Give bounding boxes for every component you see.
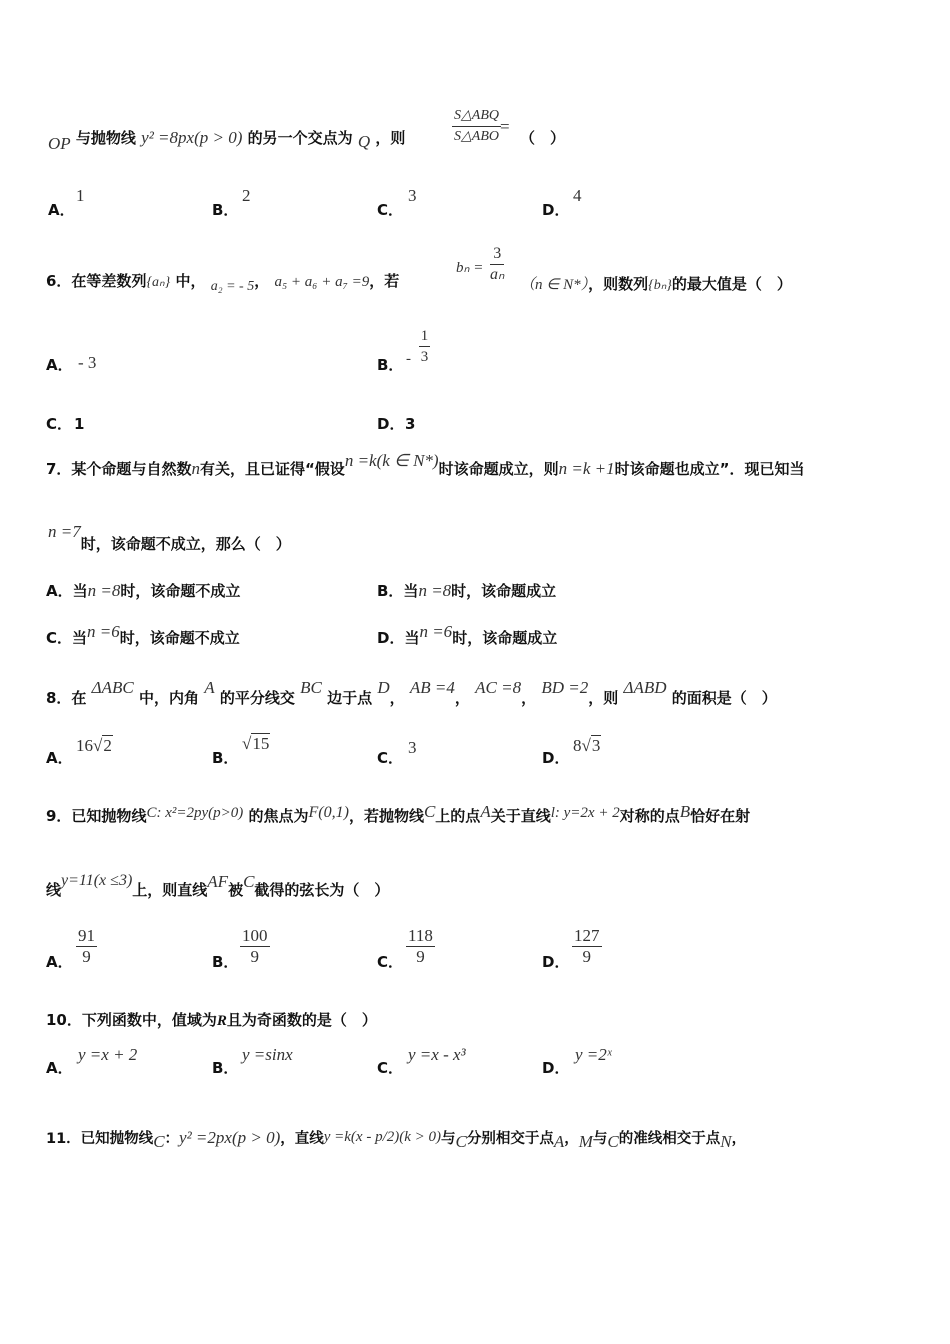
q11-text-1: 11．已知抛物线	[46, 1131, 154, 1147]
q7-text-5: 时，该命题不成立，那么（ ）	[80, 535, 291, 553]
q9-af: AF	[207, 872, 229, 891]
q8-text-6: 的面积是（ ）	[671, 689, 777, 707]
q10-stem	[46, 1010, 377, 1031]
q11-point-a: A	[553, 1132, 565, 1151]
q9-text-10: 被	[228, 881, 244, 899]
q8-sep-3: ，	[521, 689, 537, 707]
q7-option-b[interactable]	[377, 581, 556, 601]
q6-option-a-value: - 3	[78, 353, 97, 372]
q8-cond-bd: BD =2	[541, 678, 589, 697]
q7-option-a-cond: n =8	[87, 581, 121, 600]
q9-c: C	[423, 802, 436, 821]
q9-text-6: 对称的点	[619, 807, 680, 825]
q9-option-d-num: 127	[574, 926, 600, 945]
q9-option-c-num: 118	[408, 926, 433, 945]
q5-text-c: ，则	[375, 129, 406, 147]
q7-option-c-cond: n =6	[87, 622, 120, 641]
q8-option-a-value: 16√2	[76, 736, 112, 755]
q11-text-3: 与	[441, 1131, 456, 1147]
q11-c-2: C	[455, 1132, 467, 1151]
q7-option-a-label: A．当	[46, 582, 88, 600]
q5-option-d-value: 4	[573, 186, 582, 205]
q11-line: y =k(x - p/2)(k > 0)	[323, 1129, 442, 1145]
q7-option-d-tail: 时，该命题成立	[452, 629, 558, 647]
q6-cond-2: a₅ + a₆ + a₇ =9	[274, 274, 370, 290]
q9-text-1: 9．已知抛物线	[46, 807, 147, 825]
q6-seq-a: {aₙ}	[146, 275, 171, 290]
q5-option-c-label[interactable]: C．	[377, 201, 404, 219]
q9-focus: F(0,1)	[308, 804, 349, 821]
q8-triangle: ΔABC	[91, 678, 134, 697]
q7-n7: n =7	[48, 522, 81, 541]
q11-point-n: N	[720, 1132, 732, 1151]
q7-n: n	[191, 459, 200, 478]
q6-bn-lhs: bₙ =	[456, 260, 484, 276]
q8-sep-1: ，	[389, 689, 405, 707]
q7-stem-line-1	[46, 451, 805, 479]
q7-option-b-label: B．当	[377, 582, 419, 600]
q7-option-c-label: C．当	[46, 629, 88, 647]
q8-cond-ac: AC =8	[475, 678, 522, 697]
q6-domain: （n ∈ N*）	[520, 277, 589, 293]
q11-curve: y² =2px(p > 0)	[179, 1128, 281, 1147]
q6-number: 6．在等差数列	[46, 272, 147, 290]
q8-point-d: D	[377, 678, 390, 697]
q6-cond-1: a₂ = - 5	[210, 279, 255, 294]
q11-colon: ：	[164, 1131, 180, 1147]
q7-option-d-label: D．当	[377, 629, 420, 647]
q9-text-3: ，若抛物线	[348, 807, 424, 825]
q5-text-a: 与抛物线	[75, 129, 136, 147]
q6-option-a-label[interactable]: A．	[46, 356, 73, 374]
q9-option-a-value	[76, 926, 97, 967]
q6-sep: ，	[254, 272, 270, 290]
q8-option-a-label[interactable]: A．	[46, 749, 73, 767]
q7-option-d-cond: n =6	[419, 622, 453, 641]
q9-text-5: 关于直线	[490, 807, 551, 825]
q11-stem	[46, 1128, 746, 1149]
q5-option-c-value: 3	[408, 186, 417, 205]
q5-ratio-num: S△ABQ	[452, 106, 501, 127]
q10-option-b-value: y =sinx	[242, 1045, 293, 1064]
q6-option-b-label[interactable]: B．	[377, 356, 404, 374]
q7-hypothesis: n =k(k ∈ N*)	[344, 451, 439, 470]
q8-text-4: 边于点	[327, 689, 373, 707]
q9-curve: C: x²=2py(p>0)	[146, 805, 244, 821]
q8-stem	[46, 678, 777, 708]
q7-option-d[interactable]	[377, 622, 558, 648]
q11-sep: ，	[564, 1131, 579, 1147]
q10-option-b-label[interactable]: B．	[212, 1059, 239, 1077]
q5-stem	[48, 128, 406, 153]
q9-line-l: l: y=2x + 2	[550, 805, 620, 821]
q6-text-1: 中，	[175, 272, 206, 290]
q8-option-c-value: 3	[408, 738, 417, 757]
q9-text-2: 的焦点为	[248, 807, 309, 825]
q8-option-d-label[interactable]: D．	[542, 749, 570, 767]
q9-text-11: 截得的弦长为（ ）	[254, 881, 390, 899]
q7-text-4: 时该命题也成立”．现已知当	[614, 460, 805, 478]
q7-stem-line-2	[48, 522, 291, 554]
q6-text-3: ，则数列	[588, 275, 649, 293]
q11-c: C	[153, 1132, 165, 1151]
q8-text-5: ，则	[588, 689, 619, 707]
q6-text-4: 的最大值是（ ）	[671, 275, 792, 293]
q9-option-d-label[interactable]: D．	[542, 953, 570, 971]
q7-option-a-tail: 时，该命题不成立	[120, 582, 241, 600]
q6-text-2: ，若	[369, 272, 400, 290]
q11-text-2: ，直线	[280, 1131, 324, 1147]
q9-option-c-value	[406, 926, 435, 967]
q7-option-c[interactable]	[46, 622, 240, 648]
q5-text-b: 的另一个交点为	[247, 129, 353, 147]
q5-equals: =	[500, 117, 510, 136]
q5-point-q: Q	[357, 132, 371, 151]
q9-stem-line-1	[46, 802, 751, 827]
q11-text-4: 分别相交于点	[466, 1131, 554, 1147]
q7-option-b-tail: 时，该命题成立	[451, 582, 557, 600]
q8-cond-ab: AB =4	[409, 678, 455, 697]
q9-text-7: 恰好在射	[690, 807, 751, 825]
q6-frac-num: 3	[490, 244, 504, 265]
q8-option-d-value: 8√3	[573, 736, 601, 755]
q9-option-c-den: 9	[416, 947, 425, 966]
q9-c2: C	[243, 872, 255, 891]
q9-text-9: 上，则直线	[132, 881, 208, 899]
q8-option-b-value: √15	[242, 734, 270, 753]
q10-option-c-label[interactable]: C．	[377, 1059, 404, 1077]
q9-ray: y=11(x ≤3)	[61, 872, 133, 889]
q6-bn-fraction	[490, 244, 504, 285]
q10-text-2: 且为奇函数的是（ ）	[226, 1011, 377, 1029]
q9-point-a: A	[480, 802, 491, 821]
q8-text-3: 的平分线交	[219, 689, 295, 707]
q5-option-a-label[interactable]: A．	[48, 201, 75, 219]
q6-stem	[46, 271, 399, 293]
q5-option-a-value: 1	[76, 186, 85, 205]
q5-ratio-den: S△ABO	[454, 129, 499, 144]
q10-r: R	[216, 1013, 227, 1029]
q6-frac-den: aₙ	[490, 266, 505, 283]
q7-text-2: 有关，且已证得“假设	[199, 460, 345, 478]
q8-text-2: 中，内角	[139, 689, 200, 707]
q6-option-b-value: - $\frac{1}{3}$	[406, 328, 429, 367]
q7-next: n =k +1	[558, 459, 615, 478]
q9-option-a-den: 9	[82, 947, 91, 966]
q10-option-d-label[interactable]: D．	[542, 1059, 570, 1077]
q9-option-d-den: 9	[582, 947, 591, 966]
q9-text-8: 线	[46, 881, 62, 899]
q5-area-ratio	[452, 106, 501, 147]
q8-triangle-abd: ΔABD	[623, 678, 667, 697]
q10-option-d-value: y =2ˣ	[575, 1045, 612, 1064]
q11-text-6: 的准线相交于点	[618, 1131, 721, 1147]
q6-stem-tail	[520, 274, 792, 296]
q7-option-a[interactable]	[46, 581, 240, 601]
q7-option-c-tail: 时，该命题不成立	[119, 629, 240, 647]
q9-text-4: 上的点	[435, 807, 481, 825]
q8-option-b-label[interactable]: B．	[212, 749, 239, 767]
q9-stem-line-2	[46, 872, 390, 901]
q5-op: OP	[48, 134, 71, 153]
q6-option-c-label[interactable]: C．	[46, 415, 73, 433]
q9-option-d-value	[572, 926, 602, 967]
q5-paren: （ ）	[520, 129, 566, 147]
q11-c-3: C	[607, 1132, 619, 1151]
q9-option-b-den: 9	[250, 947, 259, 966]
q7-text-1: 7．某个命题与自然数	[46, 460, 192, 478]
q9-point-b: B	[679, 802, 691, 821]
q8-angle-a: A	[204, 678, 215, 697]
q7-text-3: 时该命题成立，则	[438, 460, 559, 478]
q6-seq-b: {bₙ}	[648, 278, 672, 293]
q5-parabola: y² =8px(p > 0)	[141, 128, 243, 147]
q10-option-c-value: y =x - x³	[408, 1045, 466, 1064]
q9-option-b-label[interactable]: B．	[212, 953, 239, 971]
q9-option-c-label[interactable]: C．	[377, 953, 404, 971]
q5-option-d-label[interactable]: D．	[542, 201, 570, 219]
q11-point-m: M	[578, 1132, 593, 1151]
q10-text: 10．下列函数中，值域为	[46, 1011, 217, 1029]
q11-text-7: ，	[731, 1131, 747, 1147]
q8-text-1: 8．在	[46, 689, 87, 707]
q8-sep-2: ，	[454, 689, 470, 707]
q10-option-a-value: y =x + 2	[78, 1045, 138, 1064]
q5-option-b-value: 2	[242, 186, 251, 205]
q6-option-c-value: 1	[74, 415, 85, 433]
q8-option-c-label[interactable]: C．	[377, 749, 404, 767]
q9-option-a-num: 91	[78, 926, 95, 945]
q9-option-b-num: 100	[242, 926, 268, 945]
q9-option-a-label[interactable]: A．	[46, 953, 73, 971]
q8-side-bc: BC	[300, 678, 322, 697]
q5-option-b-label[interactable]: B．	[212, 201, 239, 219]
q6-option-d-label[interactable]: D．	[377, 415, 405, 433]
q9-option-b-value	[240, 926, 270, 967]
q6-option-d-value: 3	[405, 415, 416, 433]
q7-option-b-cond: n =8	[418, 581, 452, 600]
q10-option-a-label[interactable]: A．	[46, 1059, 73, 1077]
q11-text-5: 与	[592, 1131, 608, 1147]
